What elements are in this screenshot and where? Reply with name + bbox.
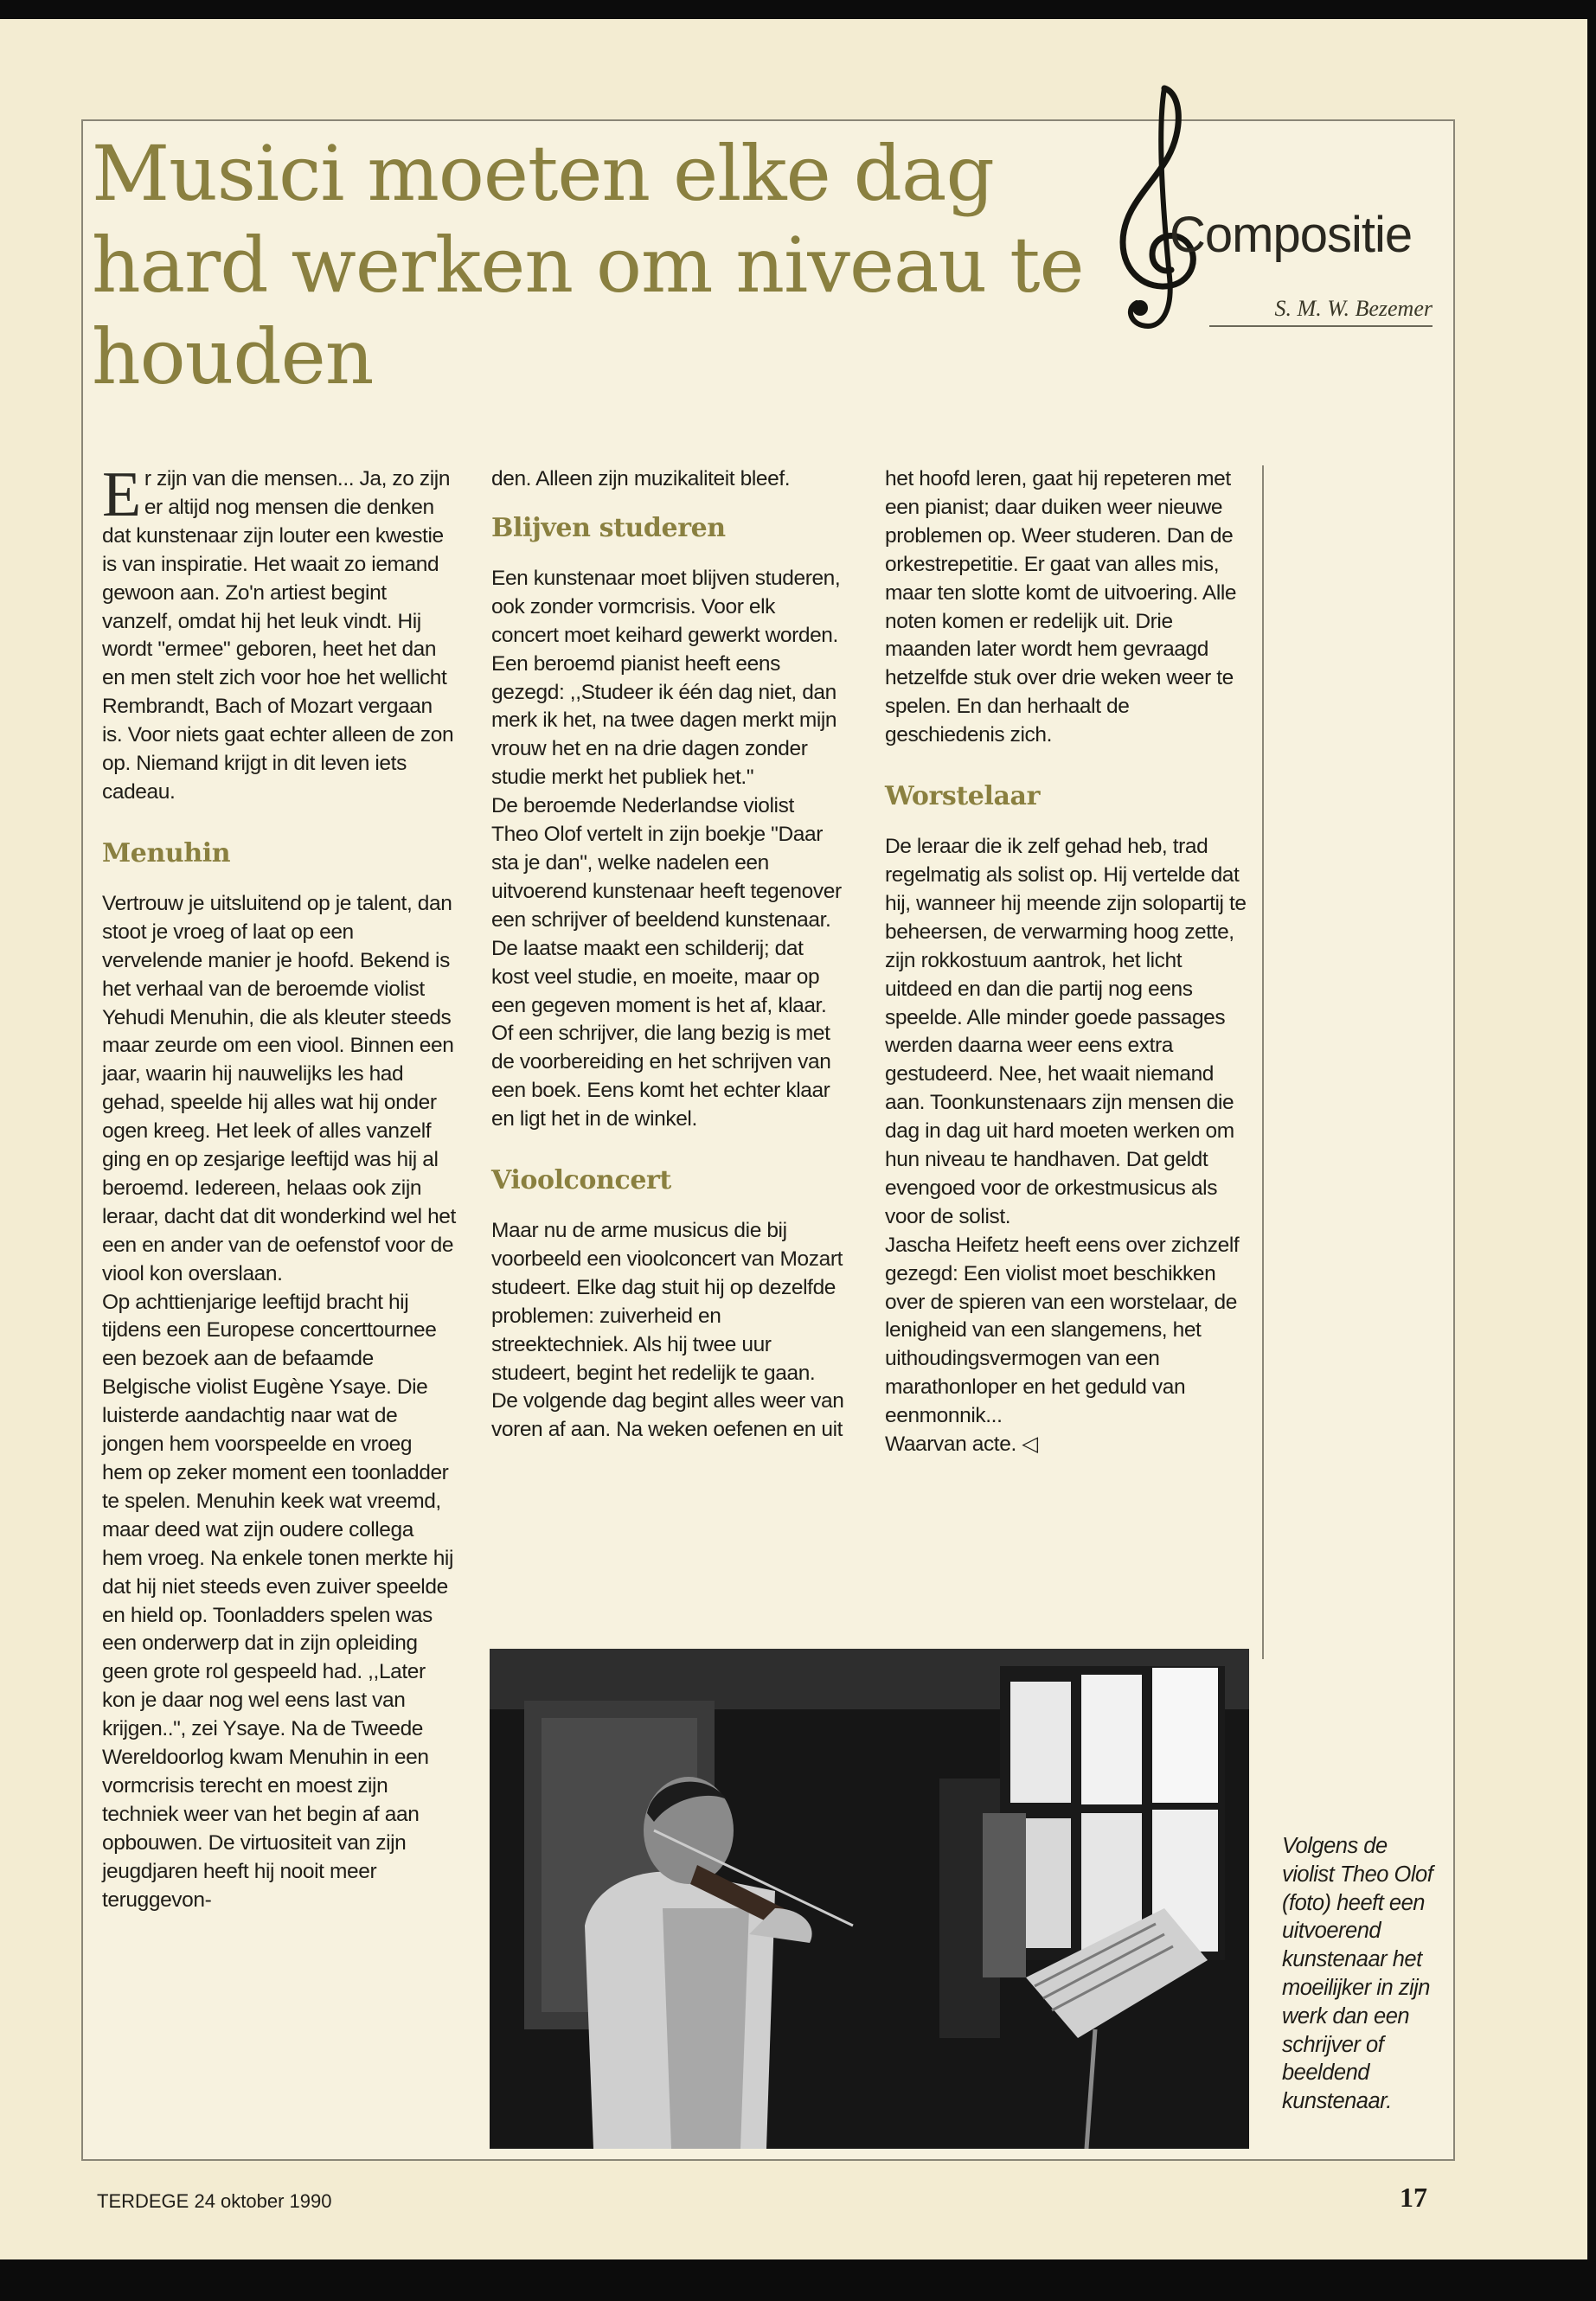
rubric-label: Compositie [1170, 207, 1413, 263]
paragraph: den. Alleen zijn muzikaliteit bleef. [491, 467, 791, 490]
subheading: Worstelaar [885, 781, 1040, 812]
article-headline: Musici moeten elke dag hard werken om niveau te houden [92, 129, 1084, 401]
column-rule [1262, 465, 1264, 1659]
violinist-photo [490, 1649, 1249, 2149]
page-number: 17 [1400, 2182, 1427, 2213]
subheading: Blijven studeren [491, 512, 726, 543]
photo-caption: Volgens de violist Theo Olof (foto) heeft een uitvoerend kunstenaar het moeilijker in zijn werk dan een schrijver of beeldend kunstenaar. [1282, 1834, 1433, 2114]
text-column-3 [885, 465, 1248, 1459]
text-column-2 [491, 465, 846, 1445]
paragraph: Er zijn van die mensen... Ja, zo zijn er altijd nog mensen die denken dat kunstenaar zijn louter een kwestie is van inspiratie. Het waait zo iemand gewoon aan. Zo'n artiest begint vanzelf, omdat hij het leuk vindt. Hij wordt "ermee" geboren, heet het dan en men stelt zich voor hoe het wellicht Rembrandt, Bach of Mozart vergaan is. Voor niets gaat echter alleen de zon op. Niemand krijgt in dit leven iets cadeau. [102, 459, 454, 804]
paragraph: het hoofd leren, gaat hij repeteren met een pianist; daar duiken weer nieuwe problemen op. Weer studeren. Dan de orkestrepetitie. Er gaat van alles mis, maar ten slotte komt de uitvoering. Alle noten komen er redelijk uit. Drie maanden later wordt hem gevraagd hetzelfde stuk over drie weken weer te spelen. En dan herhaalt de geschiedenis zich. [885, 467, 1237, 747]
drop-cap: E [102, 459, 141, 530]
text-column-1 [102, 459, 457, 1915]
paragraph: Op achttienjarige leeftijd bracht hij tijdens een Europese concerttournee een bezoek aan de befaamde Belgische violist Eugène Ysaye. Die luisterde aandachtig naar wat de jongen hem voorspeelde en vroeg hem op zeker moment een toonladder te spelen. Menuhin keek wat vreemd, maar deed wat zijn oudere collega hem vroeg. Na enkele tonen merkte hij dat hij niet steeds even zuiver speelde en hield op. Toonladders spelen was een onderwerp dat in zijn opleiding geen grote rol gespeeld had. ,,Later kon je daar nog wel eens last van krijgen..", zei Ysaye. Na de Tweede Wereldoorlog kwam Menuhin in een vormcrisis terecht en moest zijn techniek weer van het begin af aan opbouwen. De virtuositeit van zijn jeugdjaren heeft hij nooit meer teruggevon- [102, 1290, 454, 1912]
paragraph: Vertrouw je uitsluitend op je talent, dan stoot je vroeg of laat op een vervelende manier je hoofd. Bekend is het verhaal van de beroemde violist Yehudi Menuhin, die als kleuter steeds maar zeurde om een viool. Binnen een jaar, waarin hij nauwelijks les had gehad, speelde hij alles wat hij onder ogen kreeg. Het leek of alles vanzelf ging en op zesjarige leeftijd was hij al beroemd. Iedereen, helaas ook zijn leraar, dacht dat dit wonderkind wel het een en ander van de oefenstof voor de viool kon overslaan. [102, 891, 456, 1285]
publication-footer: TERDEGE 24 oktober 1990 [97, 2190, 332, 2212]
photo-illustration [490, 1649, 1249, 2149]
author-byline: S. M. W. Bezemer [1209, 296, 1433, 327]
paragraph: Jascha Heifetz heeft eens over zichzelf gezegd: Een violist moet beschikken over de spieren van een worstelaar, de lenigheid van een slangemens, het uithoudingsvermogen van een marathonloper en het geduld van eenmonnik... [885, 1233, 1240, 1428]
paragraph: De leraar die ik zelf gehad heb, trad regelmatig als solist op. Hij vertelde dat hij, wanneer hij meende zijn solopartij te beheersen, de verwarming hoog zette, zijn rokkostuum aantrok, het licht uitdeed en dan die partij nog eens speelde. Alle minder goede passages werden daarna weer eens extra gestudeerd. Nee, het waait niemand aan. Toonkunstenaars zijn mensen die dag in dag uit hard moeten werken om hun niveau te handhaven. Dat geldt evengoed voor de orkestmusicus als voor de solist. [885, 835, 1247, 1228]
paragraph: Maar nu de arme musicus die bij voorbeeld een vioolconcert van Mozart studeert. Elke dag stuit hij op dezelfde problemen: zuiverheid en streektechniek. Als hij twee uur studeert, begint het redelijk te gaan. De volgende dag begint alles weer van voren af aan. Na weken oefenen en uit [491, 1219, 844, 1442]
scan-border-bottom [0, 2259, 1596, 2301]
paragraph: De beroemde Nederlandse violist Theo Olof vertelt in zijn boekje "Daar sta je dan", welke nadelen een uitvoerend kunstenaar heeft tegenover een schrijver of beeldend kunstenaar. De laatse maakt een schilderij; dat kost veel studie, en moeite, maar op een gegeven moment is het af, klaar. Of een schrijver, die lang bezig is met de voorbereiding en het schrijven van een boek. Eens komt het echter klaar en ligt het in de winkel. [491, 794, 842, 1131]
subheading: Menuhin [102, 837, 231, 868]
closing-line: Waarvan acte. ◁ [885, 1433, 1038, 1457]
scan-border-top [0, 0, 1596, 19]
scan-border-right [1587, 0, 1596, 2301]
paragraph: Een kunstenaar moet blijven studeren, ook zonder vormcrisis. Voor elk concert moet keihard gewerkt worden. Een beroemd pianist heeft eens gezegd: ,,Studeer ik één dag niet, dan merk ik het, na twee dagen merkt mijn vrouw het en na drie dagen zonder studie merkt het publiek het." [491, 566, 841, 790]
subheading: Vioolconcert [491, 1165, 671, 1196]
